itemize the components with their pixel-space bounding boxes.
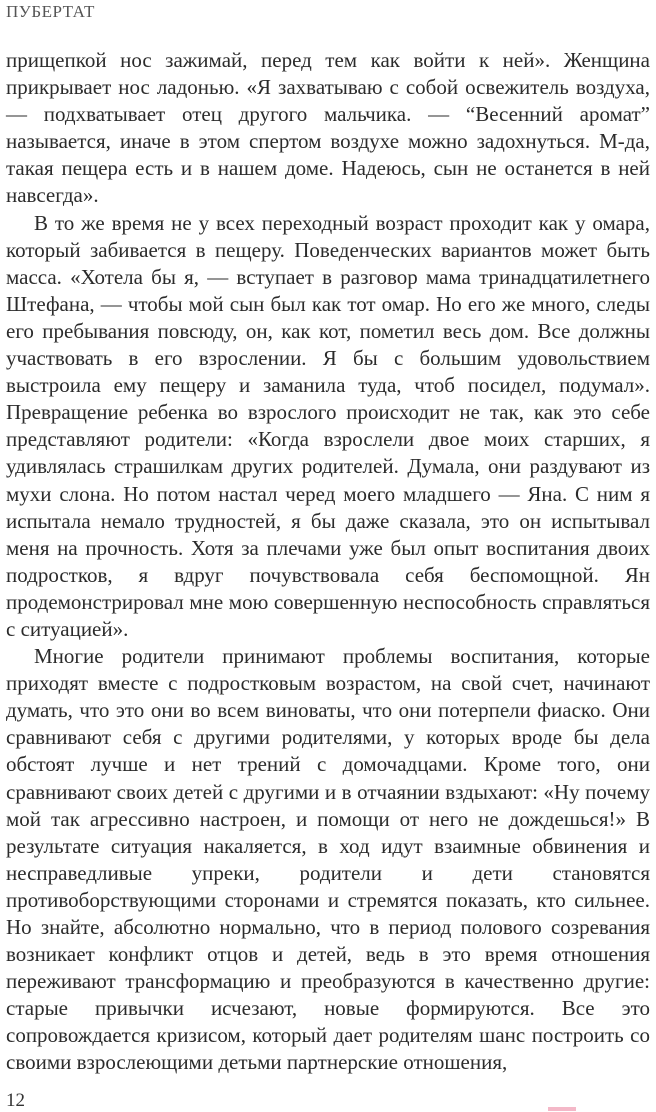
paragraph: Многие родители принимают проблемы воспитания, которые приходят вместе с подростковым возрастом, на свой счет, начинают думать, что это они во всем виноваты, что они потерпели фиаско. Они сравнивают себя с другими родителями, у которых вроде бы дела обстоят лучше и нет трений с домочадцами. Кроме того, они сравнивают своих детей с другими и в отчаянии вздыхают: «Ну почему мой так агрессивно настроен, и помощи от него не дождешься!» В результате ситуация накаляется, в ход идут взаимные обвинения и несправедливые упреки, родители и дети становятся противоборствующими сторонами и стремятся показать, кто сильнее. Но знайте, абсолютно нормально, что в период полового созревания возникает конфликт отцов и детей, ведь в это время отношения переживают трансформацию и преобразуются в качественно другие: старые привычки исчезают, новые формируются. Все это сопровождается кризисом, который дает родителям шанс построить со своими взрослеющими детьми партнерские отношения, [6,644,650,1075]
paragraph: В то же время не у всех переходный возраст проходит как у омара, который забивается в пещеру. Поведенческих вариантов может быть масса. «Хотела бы я, — вступает в разговор мама тринадцатилетнего Штефана, — чтобы мой сын был как тот омар. Но его же много, следы его пребывания повсюду, он, как кот, пометил весь дом. Все должны участвовать в его взрослении. Я бы с большим удовольствием выстроила ему пещеру и заманила туда, чтоб посидел, подумал». Превращение ребенка во взрослого происходит не так, как это себе представляют родители: «Когда взрослели двое моих старших, я удивлялась страшилкам других родителей. Думала, они раздувают из мухи слона. Но потом настал черед моего младшего — Яна. С ним я испытала немало трудностей, я бы даже сказала, это он испытывал меня на прочность. Хотя за плечами уже был опыт воспитания двоих подростков, я вдруг почувствовала себя беспомощной. Ян продемонстрировал мне мою совершенную неспособность справляться с ситуацией». [6,210,650,641]
accent-mark [548,1107,576,1111]
page-number: 12 [6,1090,25,1111]
body-text [6,47,650,1077]
running-header: ПУБЕРТАТ [6,2,95,21]
paragraph-continuation: прищепкой нос зажимай, перед тем как войти к ней». Женщина прикрывает нос ладонью. «Я захватываю с собой освежитель воздуха, — подхватывает отец другого мальчика. — “Весенний аромат” называется, иначе в этом спертом воздухе можно задохнуться. М-да, такая пещера есть и в нашем доме. Надеюсь, сын не останется в ней навсегда». [6,48,650,208]
